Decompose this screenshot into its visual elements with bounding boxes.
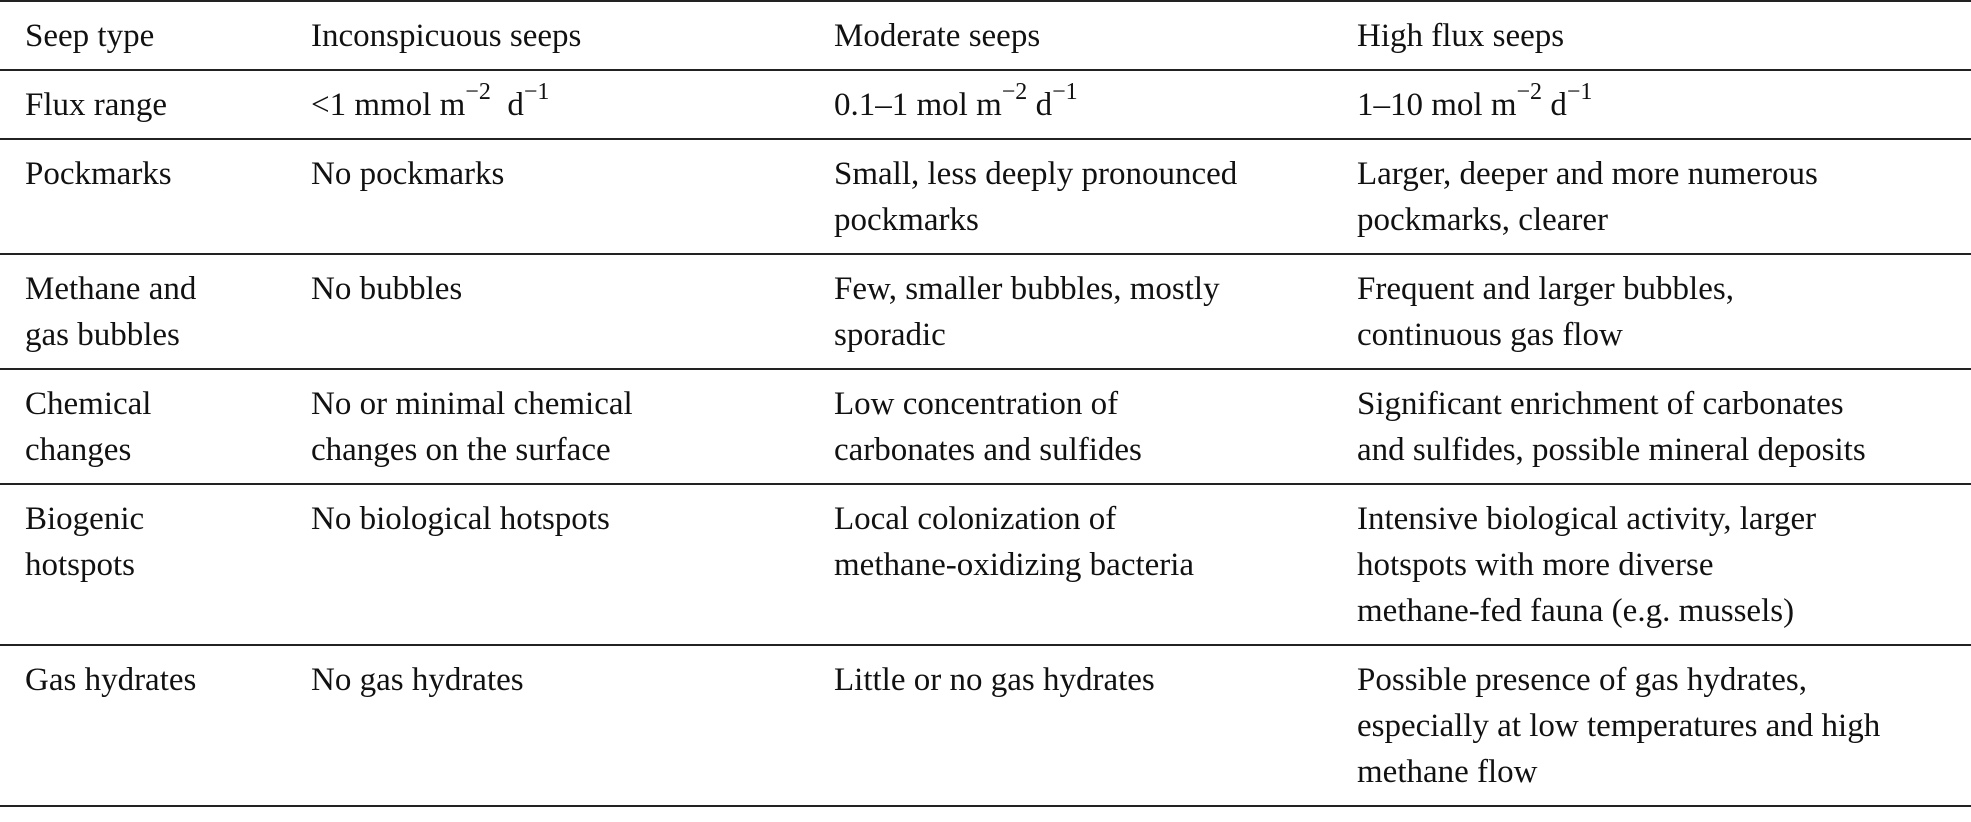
table-cell (1357, 254, 1971, 369)
table-cell (834, 484, 1357, 645)
cell-text-line: Intensive biological activity, larger (1357, 501, 1817, 537)
cell-text-line: continuous gas flow (1357, 317, 1623, 353)
cell-text-line: No pockmarks (311, 156, 505, 192)
table-cell (311, 484, 834, 645)
row-label (0, 484, 311, 645)
cell-text-line: Low concentration of (834, 386, 1119, 422)
header-row (0, 1, 1971, 70)
cell-text-line: Pockmarks (25, 156, 172, 192)
cell-text-line: sporadic (834, 317, 946, 353)
table-cell (1357, 645, 1971, 806)
header-inconspicuous: Inconspicuous seeps (311, 18, 582, 54)
cell-text-line: Local colonization of (834, 501, 1117, 537)
table-row (0, 254, 1971, 369)
table-row (0, 139, 1971, 254)
table-row (0, 369, 1971, 484)
cell-text-line: and sulfides, possible mineral deposits (1357, 432, 1866, 468)
cell-text-line: pockmarks (834, 202, 979, 238)
row-label (0, 139, 311, 254)
cell-text-line: gas bubbles (25, 317, 180, 353)
table-row-flux-range (0, 70, 1971, 139)
cell-text-line: changes (25, 432, 132, 468)
cell-text-line: Methane and (25, 271, 197, 307)
flux-moderate: 0.1–1 mol $m^{-2}$ $d^{-1}$ (834, 79, 1078, 123)
flux-high: 1–10 mol $m^{-2}$ $d^{-1}$ (1357, 79, 1593, 123)
cell-text-line: changes on the surface (311, 432, 611, 468)
cell-text-line: carbonates and sulfides (834, 432, 1142, 468)
cell-text-line: No biological hotspots (311, 501, 610, 537)
table-cell (834, 254, 1357, 369)
cell-text-line: No or minimal chemical (311, 386, 633, 422)
cell-text-line: hotspots (25, 547, 136, 583)
table-cell (311, 254, 834, 369)
row-label (0, 645, 311, 806)
cell-text-line: Chemical (25, 386, 152, 422)
header-moderate: Moderate seeps (834, 18, 1041, 54)
cell-text-line: Biogenic (25, 501, 145, 537)
row-label (0, 254, 311, 369)
table-cell (834, 645, 1357, 806)
cell-text-line: Few, smaller bubbles, mostly (834, 271, 1220, 307)
flux-inconspicuous: <1 mmol $m^{-2}$ $d^{-1}$ (311, 79, 550, 123)
table-row (0, 645, 1971, 806)
header-high-flux: High flux seeps (1357, 18, 1565, 54)
cell-text-line: methane flow (1357, 754, 1538, 790)
row-label (0, 369, 311, 484)
cell-text-line: No bubbles (311, 271, 463, 307)
cell-text-line: hotspots with more diverse (1357, 547, 1714, 583)
cell-text-line: Larger, deeper and more numerous (1357, 156, 1818, 192)
cell-text-line: Small, less deeply pronounced (834, 156, 1238, 192)
table-cell (311, 645, 834, 806)
table-cell (1357, 139, 1971, 254)
row-label: Flux range (25, 87, 168, 123)
table-cell (834, 369, 1357, 484)
table-row (0, 484, 1971, 645)
table-cell (834, 139, 1357, 254)
table-cell (1357, 369, 1971, 484)
cell-text-line: Possible presence of gas hydrates, (1357, 662, 1807, 698)
cell-text-line: Little or no gas hydrates (834, 662, 1155, 698)
cell-text-line: methane-oxidizing bacteria (834, 547, 1195, 583)
table-cell (1357, 484, 1971, 645)
table-cell (311, 369, 834, 484)
table-cell (311, 139, 834, 254)
cell-text-line: Frequent and larger bubbles, (1357, 271, 1734, 307)
cell-text-line: Gas hydrates (25, 662, 197, 698)
cell-text-line: pockmarks, clearer (1357, 202, 1609, 238)
cell-text-line: Significant enrichment of carbonates (1357, 386, 1844, 422)
cell-text-line: methane-fed fauna (e.g. mussels) (1357, 593, 1795, 629)
cell-text-line: especially at low temperatures and high (1357, 708, 1881, 744)
header-seep-type: Seep type (25, 18, 155, 54)
cell-text-line: No gas hydrates (311, 662, 524, 698)
